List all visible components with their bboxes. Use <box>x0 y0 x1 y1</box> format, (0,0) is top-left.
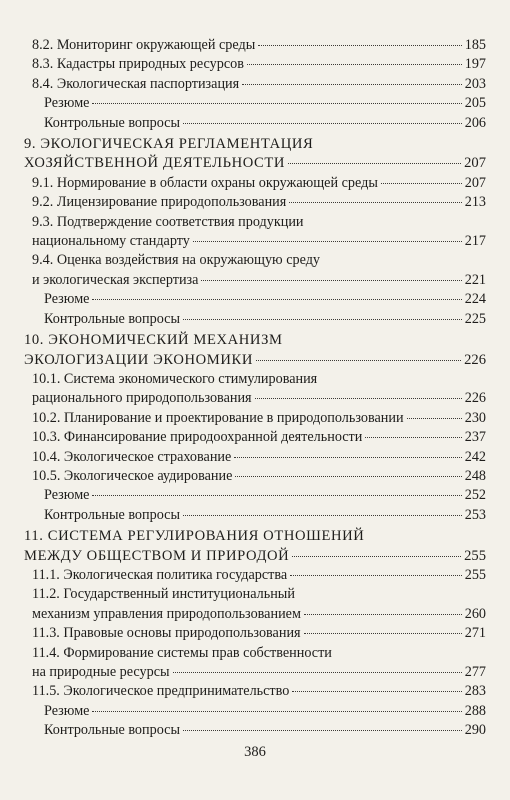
toc-entry-text: Резюме <box>44 702 90 719</box>
toc-entry-line <box>32 36 486 55</box>
dot-leader <box>183 730 462 731</box>
toc-entry-text: 11.5. Экологическое предпринимательство <box>32 683 290 700</box>
toc-section <box>24 682 486 701</box>
dot-leader <box>235 476 461 477</box>
toc-page-number: 197 <box>464 56 486 73</box>
toc-entry-line <box>32 174 486 193</box>
toc-entry-text: 11.4. Формирование системы прав собственности <box>32 644 332 661</box>
toc-chapter <box>24 527 486 566</box>
toc-entry-text: 9.4. Оценка воздействия на окружающую среду <box>32 252 321 269</box>
dot-leader <box>292 556 461 557</box>
toc-entry-text: 11.3. Правовые основы природопользования <box>32 625 301 642</box>
toc-section <box>24 644 486 683</box>
toc-entry-text: 10.3. Финансирование природоохранной деятельности <box>32 429 363 446</box>
dot-leader <box>173 672 462 673</box>
toc-page-number: 277 <box>464 664 486 680</box>
toc-section <box>24 566 486 585</box>
dot-leader <box>290 575 462 576</box>
toc-section <box>24 193 486 212</box>
toc-page-number: 242 <box>464 448 486 465</box>
toc-entry-text: 11. СИСТЕМА РЕГУЛИРОВАНИЯ ОТНОШЕНИЙ <box>24 528 365 545</box>
toc-section <box>24 624 486 643</box>
toc-page-number: 255 <box>464 547 486 564</box>
toc-page-number: 237 <box>464 429 486 446</box>
toc-entry-line <box>32 682 486 701</box>
dot-leader <box>255 398 462 399</box>
toc-entry-line <box>32 624 486 643</box>
toc-entry-line <box>32 428 486 447</box>
toc-entry-text: 10.5. Экологическое аудирование <box>32 467 233 484</box>
toc-section <box>24 428 486 447</box>
toc-page-number: 230 <box>464 409 486 426</box>
dot-leader <box>242 84 462 85</box>
toc-entry-line <box>32 605 486 624</box>
toc-section <box>24 36 486 55</box>
toc-entry-text: 8.3. Кадастры природных ресурсов <box>32 56 244 73</box>
toc-entry-line <box>32 55 486 74</box>
toc-entry-text: 11.1. Экологическая политика государства <box>32 566 288 583</box>
toc-page-number: 248 <box>464 467 486 484</box>
toc-section <box>24 75 486 94</box>
toc-page-number: 221 <box>464 271 486 288</box>
toc-entry-line <box>44 114 486 133</box>
toc-page-number: 203 <box>464 75 486 92</box>
toc-page-number: 205 <box>464 95 486 112</box>
toc-subitem <box>24 310 486 329</box>
toc-entry-text: 11.2. Государственный институциональный <box>32 586 295 603</box>
toc-entry-line <box>44 721 486 740</box>
toc-page-number: 252 <box>464 487 486 504</box>
toc-entry-line <box>44 506 486 525</box>
toc-entry-text: 10.1. Система экономического стимулирования <box>32 370 318 387</box>
toc-subitem <box>24 486 486 505</box>
toc-section <box>24 467 486 486</box>
toc-entry-line <box>32 566 486 585</box>
dot-leader <box>381 183 462 184</box>
toc-section <box>24 174 486 193</box>
toc-entry-text: 10. ЭКОНОМИЧЕСКИЙ МЕХАНИЗМ <box>24 332 283 349</box>
toc-section <box>24 213 486 252</box>
toc-section <box>24 251 486 290</box>
dot-leader <box>365 437 461 438</box>
toc-page-number: 217 <box>464 233 486 250</box>
toc-page-number: 207 <box>464 155 486 172</box>
toc-entry-line <box>44 702 486 721</box>
toc-page-number: 260 <box>464 605 486 622</box>
toc-page-number: 271 <box>464 625 486 642</box>
dot-leader <box>183 319 462 320</box>
dot-leader <box>304 614 462 615</box>
dot-leader <box>407 418 462 419</box>
toc-page-number: 253 <box>464 506 486 523</box>
toc-entry-line <box>44 310 486 329</box>
toc-entry-text: Контрольные вопросы <box>44 310 180 327</box>
toc-entry-text: рационального природопользования <box>32 390 252 407</box>
toc-entry-text: Резюме <box>44 95 90 112</box>
toc-entry-line <box>44 486 486 505</box>
toc-entry-text: Резюме <box>44 487 90 504</box>
dot-leader <box>193 241 462 242</box>
toc-page-number: 207 <box>464 174 486 191</box>
dot-leader <box>92 103 461 104</box>
toc-page-number: 225 <box>464 310 486 327</box>
toc-entry-text: механизм управления природопользованием <box>32 605 301 622</box>
toc-entry-text: 9.3. Подтверждение соответствия продукции <box>32 213 304 230</box>
toc-page-number: 255 <box>464 566 486 583</box>
toc-entry-line <box>32 389 486 408</box>
dot-leader <box>304 633 462 634</box>
toc-subitem <box>24 721 486 740</box>
dot-leader <box>292 691 461 692</box>
toc-chapter <box>24 331 486 370</box>
toc-page-number: 283 <box>464 683 486 700</box>
dot-leader <box>92 711 461 712</box>
toc-entry-text: Контрольные вопросы <box>44 722 180 739</box>
toc-entry-line <box>32 448 486 467</box>
toc-subitem <box>24 94 486 113</box>
toc-section <box>24 370 486 409</box>
dot-leader <box>258 45 461 46</box>
toc-entry-line <box>32 193 486 212</box>
toc-entry-text: Резюме <box>44 291 90 308</box>
dot-leader <box>92 299 461 300</box>
toc-chapter <box>24 135 486 174</box>
toc-entry-text: 8.2. Мониторинг окружающей среды <box>32 37 256 53</box>
toc-entry-line <box>24 547 486 566</box>
toc-page-number: 226 <box>464 390 486 407</box>
toc-entry-line <box>32 232 486 251</box>
toc-entry-text: 9.1. Нормирование в области охраны окружающей среды <box>32 174 378 191</box>
toc-section <box>24 55 486 74</box>
toc-page-number: 288 <box>464 702 486 719</box>
toc-subitem <box>24 702 486 721</box>
toc-page-number: 185 <box>464 37 486 53</box>
table-of-contents <box>24 36 486 741</box>
toc-subitem <box>24 290 486 309</box>
toc-page-number: 213 <box>464 194 486 211</box>
toc-entry-line <box>32 75 486 94</box>
toc-page-number: 226 <box>464 351 486 368</box>
toc-entry-line <box>32 409 486 428</box>
toc-entry-line <box>32 467 486 486</box>
toc-section <box>24 448 486 467</box>
dot-leader <box>289 202 461 203</box>
toc-subitem <box>24 506 486 525</box>
toc-entry-text: ХОЗЯЙСТВЕННОЙ ДЕЯТЕЛЬНОСТИ <box>24 155 286 172</box>
dot-leader <box>234 457 461 458</box>
toc-entry-line <box>44 290 486 309</box>
toc-entry-text: ЭКОЛОГИЗАЦИИ ЭКОНОМИКИ <box>24 351 253 368</box>
toc-subitem <box>24 114 486 133</box>
dot-leader <box>256 360 461 361</box>
toc-entry-line <box>24 351 486 370</box>
toc-entry-line <box>32 663 486 682</box>
toc-entry-text: и экологическая экспертиза <box>32 271 199 288</box>
toc-entry-text: МЕЖДУ ОБЩЕСТВОМ И ПРИРОДОЙ <box>24 547 290 564</box>
toc-page-number: 206 <box>464 114 486 131</box>
toc-entry-line <box>44 94 486 113</box>
dot-leader <box>183 515 462 516</box>
toc-entry-text: 10.2. Планирование и проектирование в природопользовании <box>32 409 404 426</box>
dot-leader <box>247 64 462 65</box>
toc-entry-line <box>32 271 486 290</box>
toc-entry-text: на природные ресурсы <box>32 664 170 680</box>
toc-entry-text: национальному стандарту <box>32 233 190 250</box>
toc-entry-line <box>24 154 486 173</box>
dot-leader <box>288 163 461 164</box>
dot-leader <box>92 495 461 496</box>
page-number: 386 <box>244 744 266 760</box>
toc-page-number: 290 <box>464 722 486 739</box>
dot-leader <box>201 280 461 281</box>
toc-entry-text: 8.4. Экологическая паспортизация <box>32 75 240 92</box>
toc-page-number: 224 <box>464 291 486 308</box>
toc-entry-text: 9.2. Лицензирование природопользования <box>32 194 287 211</box>
toc-section <box>24 585 486 624</box>
toc-entry-text: 9. ЭКОЛОГИЧЕСКАЯ РЕГЛАМЕНТАЦИЯ <box>24 136 314 153</box>
dot-leader <box>183 123 462 124</box>
toc-section <box>24 409 486 428</box>
toc-entry-text: Контрольные вопросы <box>44 506 180 523</box>
toc-entry-text: Контрольные вопросы <box>44 114 180 131</box>
toc-entry-text: 10.4. Экологическое страхование <box>32 448 232 465</box>
